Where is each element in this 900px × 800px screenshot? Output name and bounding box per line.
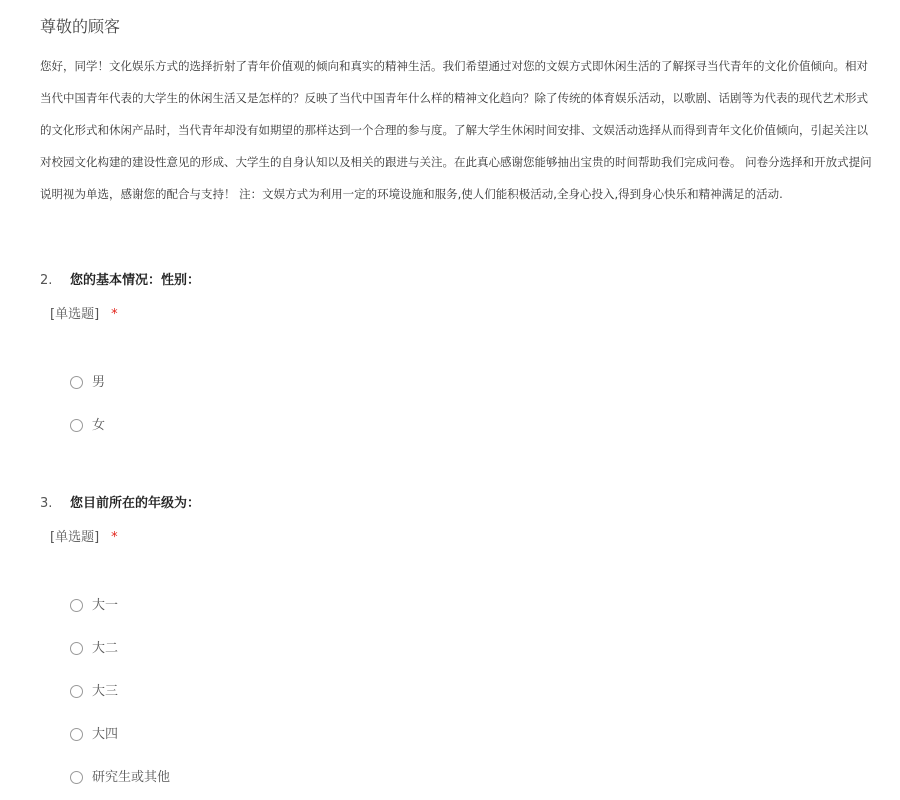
- question-title: 您目前所在的年级为：: [70, 496, 201, 511]
- radio-button[interactable]: [70, 728, 83, 741]
- option-label: 研究生或其他: [92, 770, 171, 785]
- question-gender: [40, 269, 200, 459]
- option-graduate-or-other[interactable]: [70, 768, 200, 800]
- question-grade: [40, 492, 200, 800]
- intro-line: 当代中国青年代表的大学生的休闲生活又是怎样的？反映了当代中国青年什么样的精神文化趋向？除了传统的体育娱乐活动，以歌剧、话剧等为代表的现代艺术形式: [40, 91, 868, 105]
- radio-button[interactable]: [70, 771, 83, 784]
- required-mark: *: [111, 307, 118, 322]
- option-label: 大三: [92, 684, 119, 699]
- intro-line: 您好，同学！文化娱乐方式的选择折射了青年价值观的倾向和真实的精神生活。我们希望通过对您的文娱方式即休闲生活的了解探寻当代青年的文化价值倾向。相对: [40, 59, 868, 73]
- radio-button[interactable]: [70, 376, 83, 389]
- option-label: 男: [92, 375, 106, 390]
- question-type: [50, 528, 200, 548]
- option-female[interactable]: [70, 416, 200, 459]
- option-label: 大一: [92, 598, 119, 613]
- question-header: [40, 492, 200, 512]
- option-junior[interactable]: [70, 682, 200, 725]
- option-list: [70, 596, 200, 800]
- intro-line: 的文化形式和休闲产品时，当代青年却没有如期望的那样达到一个合理的参与度。了解大学生休闲时间安排、文娱活动选择从而得到青年文化价值倾向，引起关注以: [40, 123, 868, 137]
- radio-button[interactable]: [70, 642, 83, 655]
- question-title: 您的基本情况：性别：: [70, 273, 201, 288]
- question-number: 2.: [40, 273, 53, 288]
- question-type-label: [单选题]: [50, 530, 100, 545]
- required-mark: *: [111, 530, 118, 545]
- radio-button[interactable]: [70, 419, 83, 432]
- option-label: 大二: [92, 641, 119, 656]
- question-number: 3.: [40, 496, 53, 511]
- option-senior[interactable]: [70, 725, 200, 768]
- option-freshman[interactable]: [70, 596, 200, 639]
- option-list: [70, 373, 200, 459]
- option-sophomore[interactable]: [70, 639, 200, 682]
- intro-line: 对校园文化构建的建设性意见的形成、大学生的自身认知以及相关的跟进与关注。在此真心感谢您能够抽出宝贵的时间帮助我们完成问卷。 问卷分选择和开放式提问: [40, 155, 872, 169]
- question-type-label: [单选题]: [50, 307, 100, 322]
- survey-intro: [40, 50, 900, 210]
- question-type: [50, 305, 200, 325]
- option-label: 女: [92, 418, 106, 433]
- question-header: [40, 269, 200, 289]
- greeting-title: 尊敬的顾客: [40, 17, 121, 36]
- option-male[interactable]: [70, 373, 200, 416]
- radio-button[interactable]: [70, 685, 83, 698]
- radio-button[interactable]: [70, 599, 83, 612]
- intro-line: 说明视为单选，感谢您的配合与支持！ 注：文娱方式为利用一定的环境设施和服务,使人们能积极活动,全身心投入,得到身心快乐和精神满足的活动.: [40, 187, 783, 201]
- option-label: 大四: [92, 727, 119, 742]
